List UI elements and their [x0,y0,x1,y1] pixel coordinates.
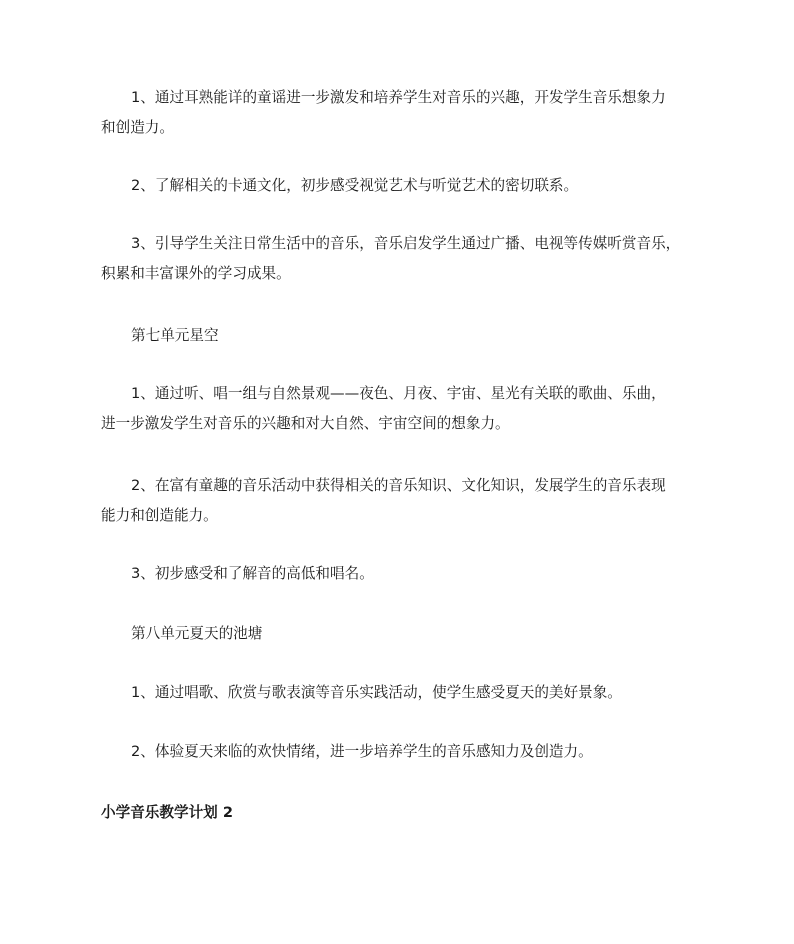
paragraph-4 [101,379,701,439]
paragraph-3-line-1: 3、引导学生关注日常生活中的音乐，音乐启发学生通过广播、电视等传媒听赏音乐， [131,235,681,252]
paragraph-3-line-2: 积累和丰富课外的学习成果。 [101,265,291,282]
paragraph-3 [101,229,701,289]
paragraph-8 [101,737,701,767]
section-title: 小学音乐教学计划 2 [101,804,233,821]
paragraph-4-line-1: 1、通过听、唱一组与自然景观——夜色、月夜、宇宙、星光有关联的歌曲、乐曲， [131,385,666,402]
paragraph-5 [101,471,701,531]
paragraph-2 [101,171,701,201]
paragraph-7-line-1: 1、通过唱歌、欣赏与歌表演等音乐实践活动，使学生感受夏天的美好景象。 [131,684,622,701]
paragraph-5-line-1: 2、在富有童趣的音乐活动中获得相关的音乐知识、文化知识，发展学生的音乐表现 [131,477,666,494]
paragraph-1-line-1: 1、通过耳熟能详的童谣进一步激发和培养学生对音乐的兴趣，开发学生音乐想象力 [131,89,666,106]
paragraph-6 [101,559,701,589]
unit-7-heading: 第七单元星空 [131,327,219,344]
paragraph-4-line-2: 进一步激发学生对音乐的兴趣和对大自然、宇宙空间的想象力。 [101,415,510,432]
paragraph-6-line-1: 3、初步感受和了解音的高低和唱名。 [131,565,374,582]
unit-8-heading: 第八单元夏天的池塘 [131,625,263,642]
paragraph-2-line-1: 2、了解相关的卡通文化，初步感受视觉艺术与听觉艺术的密切联系。 [131,177,579,194]
paragraph-7 [101,678,701,708]
paragraph-5-line-2: 能力和创造能力。 [101,507,218,524]
paragraph-1 [101,83,701,143]
paragraph-8-line-1: 2、体验夏天来临的欢快情绪，进一步培养学生的音乐感知力及创造力。 [131,743,593,760]
paragraph-1-line-2: 和创造力。 [101,119,174,136]
